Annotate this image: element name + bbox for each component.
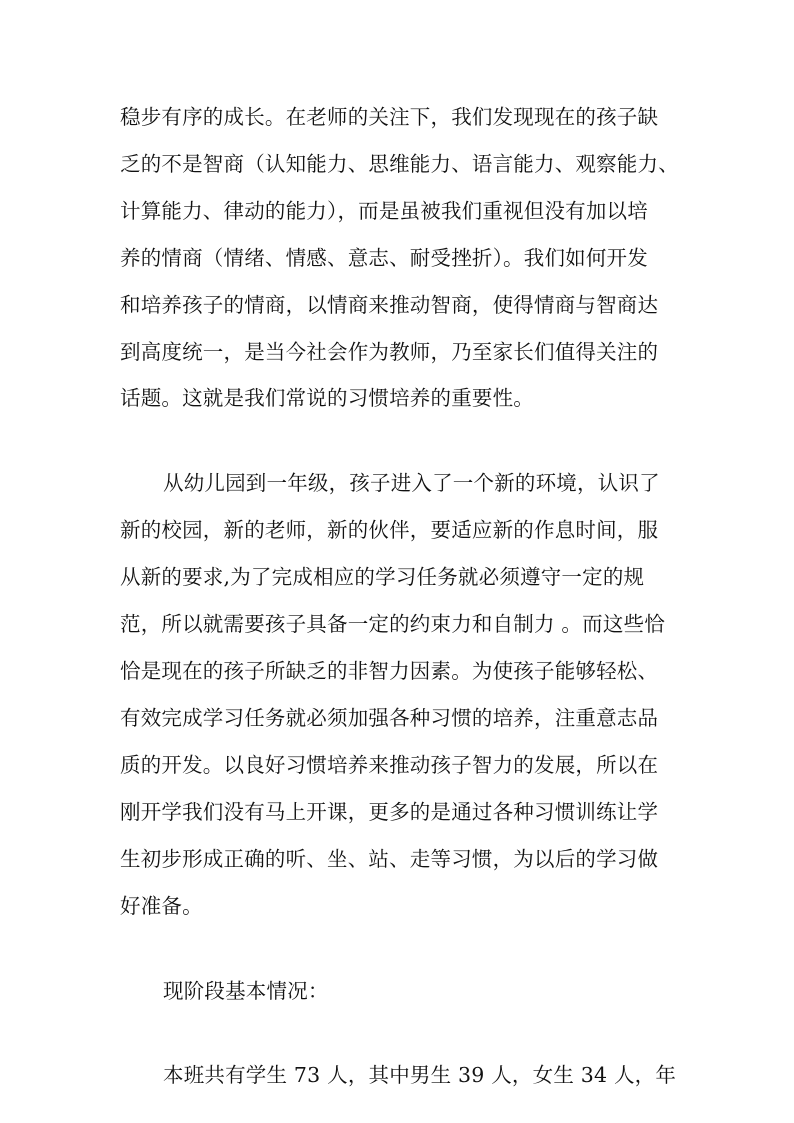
text-line: 有效完成学习任务就必须加强各种习惯的培养，注重意志品 xyxy=(120,706,659,730)
text-line: 范，所以就需要孩子具备一定的约束力和自制力 。而这些恰 xyxy=(120,612,665,636)
section-heading: 现阶段基本情况： xyxy=(163,979,329,1003)
text-line: 和培养孩子的情商，以情商来推动智商，使得情商与智商达 xyxy=(120,293,659,317)
text-line: 到高度统一，是当今社会作为教师，乃至家长们值得关注的 xyxy=(120,340,659,364)
text-line: 质的开发。以良好习惯培养来推动孩子智力的发展，所以在 xyxy=(120,753,659,777)
text-line: 好准备。 xyxy=(120,894,203,918)
text-line: 话题。这就是我们常说的习惯培养的重要性。 xyxy=(120,386,534,410)
text-line: 稳步有序的成长。在老师的关注下，我们发现现在的孩子缺 xyxy=(120,105,659,129)
text-line: 乏的不是智商（认知能力、思维能力、语言能力、观察能力、 xyxy=(120,152,679,176)
text-line: 从幼儿园到一年级，孩子进入了一个新的环境，认识了 xyxy=(163,471,660,495)
text-line: 新的校园，新的老师，新的伙伴，要适应新的作息时间，服 xyxy=(120,518,659,542)
text-line: 养的情商（情绪、情感、意志、耐受挫折）。我们如何开发 xyxy=(120,246,648,270)
text-line: 从新的要求,为了完成相应的学习任务就必须遵守一定的规 xyxy=(120,565,645,589)
text-line: 本班共有学生 73 人，其中男生 39 人，女生 34 人，年 xyxy=(163,1063,677,1087)
text-line: 生初步形成正确的听、坐、站、走等习惯，为以后的学习做 xyxy=(120,847,659,871)
text-line: 恰是现在的孩子所缺乏的非智力因素。为使孩子能够轻松、 xyxy=(120,659,659,683)
text-line: 刚开学我们没有马上开课，更多的是通过各种习惯训练让学 xyxy=(120,800,659,824)
text-line: 计算能力、律动的能力），而是虽被我们重视但没有加以培 xyxy=(120,199,648,223)
